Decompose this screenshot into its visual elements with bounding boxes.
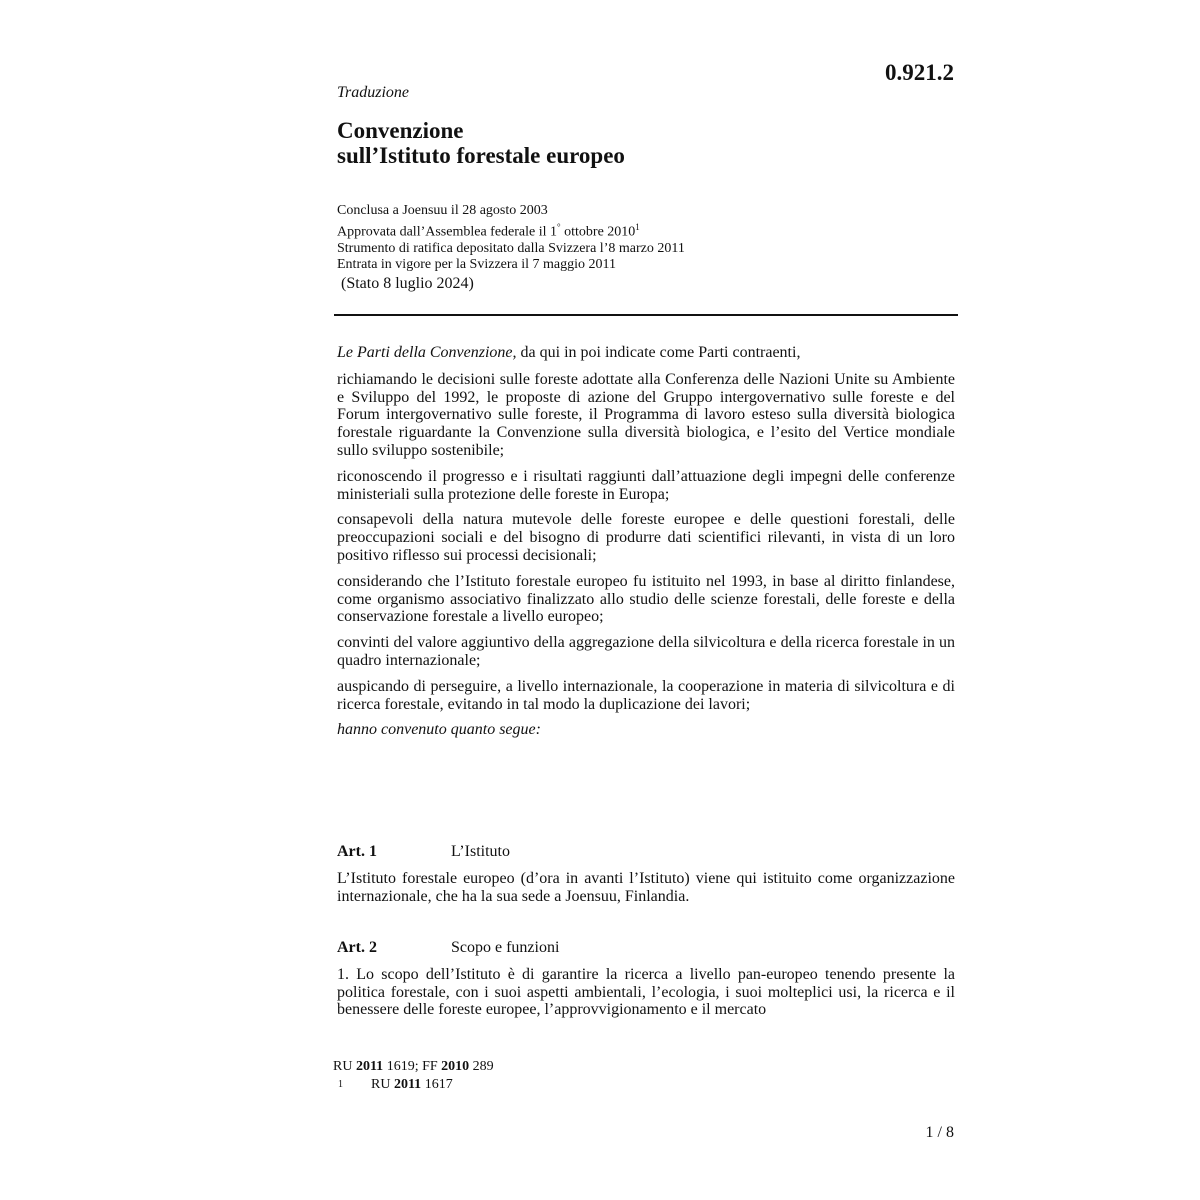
ref-text: 289 [469, 1059, 494, 1074]
article-text: 1. Lo scopo dell’Istituto è di garantire la ricerca a livello pan-europeo tenendo presente la politica forestale, con i suoi aspetti ambientali, l’ecologia, i suoi molteplici usi, la ricerca e il benessere delle foreste europee, l’approvvigionamento e il mercato [337, 965, 955, 1019]
footnotes [333, 1058, 494, 1094]
article-heading [337, 939, 955, 957]
preamble-paragraph: richiamando le decisioni sulle foreste adottate alla Conferenza delle Nazioni Unite su Ambiente e Sviluppo del 1992, le proposte di azione del Gruppo intergovernativo sulle foreste e del Forum intergovernativo sulle foreste, il Programma di lavoro esteso sulla diversità biologica forestale riguardante la Convenzione sulla diversità biologica, e l’esito del Vertice mondiale sullo sviluppo sostenibile; [337, 370, 955, 459]
preamble-paragraph: auspicando di perseguire, a livello internazionale, la cooperazione in materia di silvicoltura e di ricerca forestale, evitando in tal modo la duplicazione dei lavori; [337, 677, 955, 713]
title-line-1: Convenzione [337, 118, 464, 143]
approved-line [337, 219, 685, 241]
concluded-line: Conclusa a Joensuu il 28 agosto 2003 [337, 203, 548, 218]
article-title: L’Istituto [451, 843, 510, 860]
approved-text: Approvata dall’Assemblea federale il 1 [337, 224, 558, 240]
footnote-text [371, 1076, 453, 1094]
ref-year: 2010 [441, 1059, 470, 1074]
preamble-closing: hanno convenuto quanto segue: [337, 721, 541, 739]
preamble-lead [337, 344, 955, 362]
preamble-paragraph: consapevoli della natura mutevole delle foreste europee e delle questioni forestali, delle preoccupazioni sociali e del bisogno di produrre dati scientifici rilevanti, in vista di un loro positivo riflesso sui processi decisionali; [337, 511, 955, 564]
article-title: Scopo e funzioni [451, 939, 560, 956]
page-number: 1 / 8 [925, 1124, 954, 1141]
ref-year: 2011 [355, 1059, 384, 1074]
document-title [337, 118, 625, 168]
article-number: Art. 2 [337, 939, 377, 956]
parties-rest: da qui in poi indicate come Parti contraenti, [516, 344, 801, 361]
preamble [337, 344, 955, 747]
document-metadata [337, 203, 685, 273]
fn-text: 1617 [421, 1077, 453, 1092]
fn-year: 2011 [393, 1077, 422, 1092]
article-text: L’Istituto forestale europeo (d’ora in avanti l’Istituto) viene qui istituito come organizzazione internazionale, che ha la sua sede a Joensuu, Finlandia. [337, 869, 955, 905]
document-number: 0.921.2 [885, 60, 954, 85]
source-reference [333, 1058, 494, 1076]
status-line: (Stato 8 luglio 2024) [341, 275, 474, 292]
preamble-paragraph: riconoscendo il progresso e i risultati raggiunti dall’attuazione degli impegni delle conferenze ministeriali sulla protezione delle foreste in Europa; [337, 467, 955, 503]
ref-text: 1619; FF [383, 1059, 442, 1074]
translation-label: Traduzione [337, 84, 410, 101]
parties-italic: Le Parti della Convenzione, [337, 344, 517, 361]
fn-text: RU [371, 1077, 394, 1092]
article-1 [337, 843, 955, 905]
footnote-ref[interactable]: 1 [635, 222, 640, 232]
article-2 [337, 939, 955, 1019]
footnote-mark: 1 [338, 1079, 343, 1090]
article-heading [337, 843, 955, 861]
approved-date: ottobre 2010 [560, 224, 636, 240]
ordinal-mark: ° [557, 222, 561, 232]
ratification-line: Strumento di ratifica depositato dalla Svizzera l’8 marzo 2011 [337, 240, 685, 256]
article-number: Art. 1 [337, 843, 377, 860]
divider [334, 314, 958, 316]
ref-text: RU [333, 1059, 356, 1074]
entry-into-force-line: Entrata in vigore per la Svizzera il 7 maggio 2011 [337, 256, 617, 272]
preamble-paragraph: convinti del valore aggiuntivo della aggregazione della silvicoltura e della ricerca forestale in un quadro internazionale; [337, 634, 955, 669]
preamble-paragraph: considerando che l’Istituto forestale europeo fu istituito nel 1993, in base al diritto finlandese, come organismo associativo finalizzato allo studio delle scienze forestali, delle foreste e della conservazione forestale a livello europeo; [337, 572, 955, 626]
footnote-1 [333, 1076, 494, 1094]
title-line-2: sull’Istituto forestale europeo [337, 143, 625, 168]
